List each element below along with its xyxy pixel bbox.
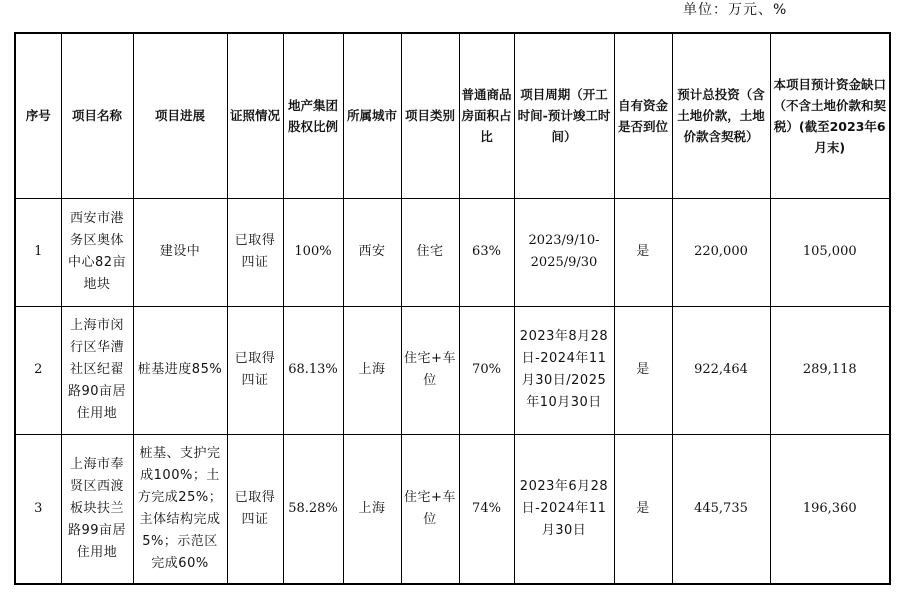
cell-area-ratio: 63% <box>459 198 514 306</box>
cell-permit: 已取得四证 <box>227 434 283 584</box>
header-city: 所属城市 <box>343 33 401 198</box>
cell-gap: 196,360 <box>770 434 890 584</box>
cell-permit: 已取得四证 <box>227 198 283 306</box>
cell-area-ratio: 70% <box>459 306 514 434</box>
cell-city: 西安 <box>343 198 401 306</box>
cell-name: 上海市奉贤区西渡板块扶兰路99亩居住用地 <box>61 434 133 584</box>
cell-seq: 3 <box>15 434 61 584</box>
header-own-funds: 自有资金是否到位 <box>614 33 672 198</box>
unit-label: 单位：万元、% <box>683 2 788 18</box>
header-seq: 序号 <box>15 33 61 198</box>
cell-area-ratio: 74% <box>459 434 514 584</box>
header-name: 项目名称 <box>61 33 133 198</box>
header-period: 项目周期（开工时间-预计竣工时间） <box>514 33 614 198</box>
cell-name: 上海市闵行区华漕社区纪翟路90亩居住用地 <box>61 306 133 434</box>
cell-type: 住宅 <box>401 198 459 306</box>
cell-period: 2023年8月28日-2024年11月30日/2025年10月30日 <box>514 306 614 434</box>
cell-equity: 58.28% <box>283 434 343 584</box>
table-row <box>15 434 890 584</box>
table-row <box>15 198 890 306</box>
cell-city: 上海 <box>343 434 401 584</box>
cell-progress: 建设中 <box>133 198 227 306</box>
cell-permit: 已取得四证 <box>227 306 283 434</box>
cell-total-invest: 220,000 <box>672 198 770 306</box>
cell-progress: 桩基、支护完成100%；土方完成25%；主体结构完成5%；示范区完成60% <box>133 434 227 584</box>
cell-gap: 289,118 <box>770 306 890 434</box>
cell-own-funds: 是 <box>614 198 672 306</box>
cell-type: 住宅+车位 <box>401 306 459 434</box>
cell-equity: 100% <box>283 198 343 306</box>
cell-seq: 2 <box>15 306 61 434</box>
cell-own-funds: 是 <box>614 306 672 434</box>
cell-total-invest: 922,464 <box>672 306 770 434</box>
cell-period: 2023年6月28日-2024年11月30日 <box>514 434 614 584</box>
cell-progress: 桩基进度85% <box>133 306 227 434</box>
cell-type: 住宅+车位 <box>401 434 459 584</box>
cell-gap: 105,000 <box>770 198 890 306</box>
cell-equity: 68.13% <box>283 306 343 434</box>
header-area-ratio: 普通商品房面积占比 <box>459 33 514 198</box>
header-total-invest: 预计总投资（含土地价款，土地价款含契税） <box>672 33 770 198</box>
header-progress: 项目进展 <box>133 33 227 198</box>
header-equity: 地产集团股权比例 <box>283 33 343 198</box>
cell-own-funds: 是 <box>614 434 672 584</box>
table-row <box>15 306 890 434</box>
cell-seq: 1 <box>15 198 61 306</box>
header-gap: 本项目预计资金缺口（不含土地价款和契税）(截至2023年6月末) <box>770 33 890 198</box>
project-table <box>14 32 891 585</box>
cell-total-invest: 445,735 <box>672 434 770 584</box>
header-type: 项目类别 <box>401 33 459 198</box>
header-row <box>15 33 890 198</box>
cell-period: 2023/9/10-2025/9/30 <box>514 198 614 306</box>
cell-city: 上海 <box>343 306 401 434</box>
header-permit: 证照情况 <box>227 33 283 198</box>
cell-name: 西安市港务区奥体中心82亩地块 <box>61 198 133 306</box>
